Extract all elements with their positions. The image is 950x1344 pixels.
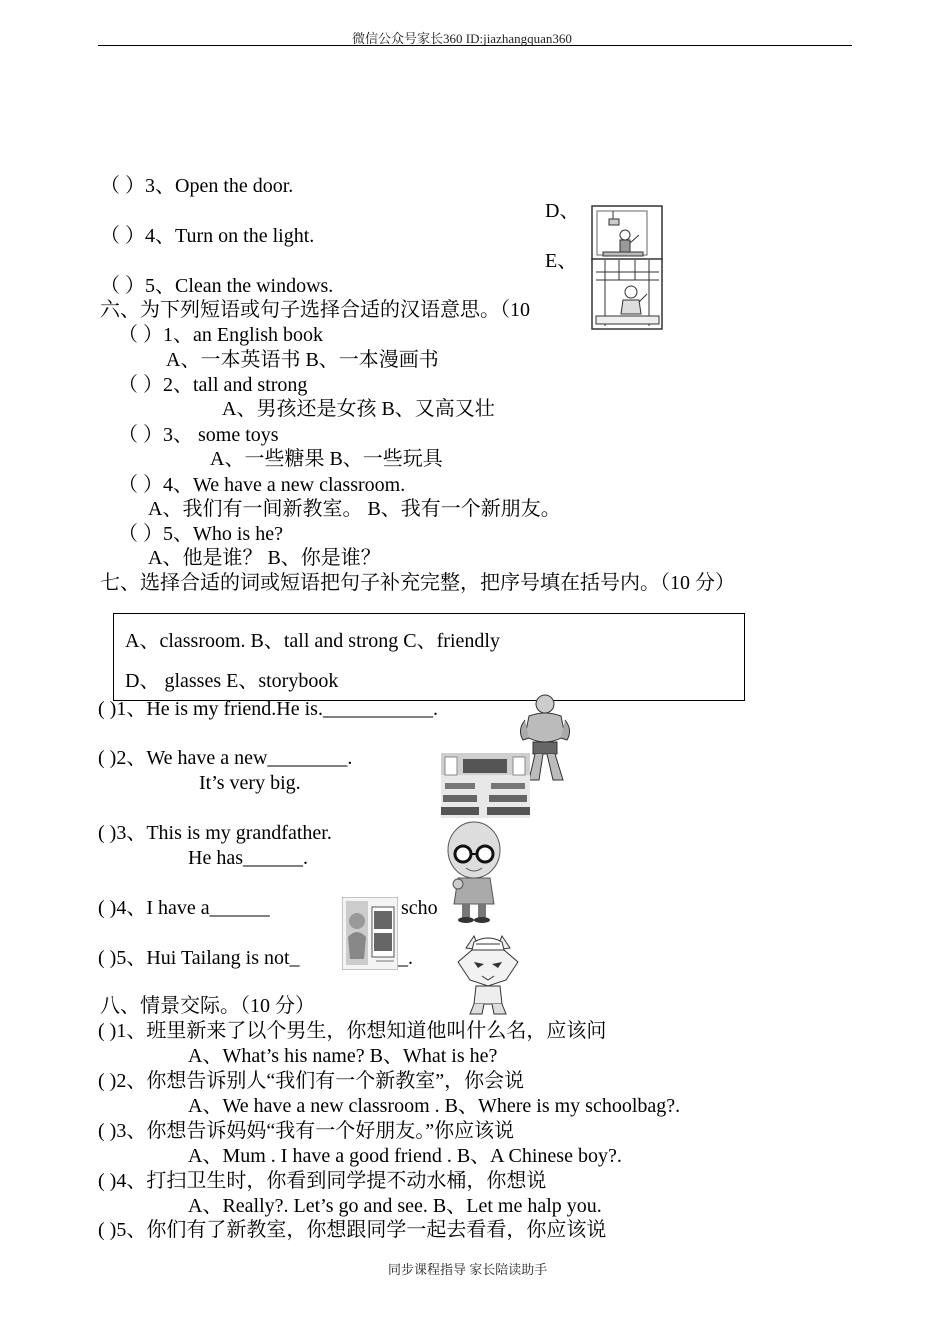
p5-q3: （ ）3、Open the door. (100, 175, 294, 197)
p7-q3: ( )3、This is my grandfather. (98, 822, 332, 844)
p8-q4-options: A、Really?. Let’s go and see. B、Let me halp you. (188, 1195, 602, 1217)
p7-q1: ( )1、He is my friend.He is.___________. (98, 698, 438, 720)
p8-q1: ( )1、班里新来了以个男生，你想知道他叫什么名，应该问 (98, 1020, 607, 1042)
p6-title: 六、为下列短语或句子选择合适的汉语意思。（10 (100, 299, 530, 321)
window-cleaning-picture (591, 258, 663, 330)
word-bank-line2: D、 glasses E、storybook (125, 670, 339, 692)
p6-q5: （ ）5、Who is he? (118, 523, 283, 545)
p8-q5: ( )5、你们有了新教室，你想跟同学一起去看看，你应该说 (98, 1219, 607, 1241)
p6-q2-options: A、男孩还是女孩 B、又高又壮 (222, 398, 495, 420)
p8-title: 八、情景交际。（10 分） (100, 995, 315, 1017)
p6-q1-options: A、一本英语书 B、一本漫画书 (166, 349, 439, 371)
p7-q3-line2: He has______. (188, 847, 308, 869)
light-switch-picture (591, 205, 663, 261)
p5-opt-d: D、 (545, 200, 580, 222)
page-footer: 同步课程指导 家长陪读助手 (388, 1262, 548, 1277)
page-header: 微信公众号家长360 ID:jiazhangquan360 (352, 31, 572, 46)
p8-q4: ( )4、打扫卫生时，你看到同学提不动水桶，你想说 (98, 1170, 547, 1192)
p7-q4: ( )4、I have a______ (98, 897, 270, 919)
header-rule (98, 45, 852, 46)
grandfather-picture (440, 820, 508, 925)
p6-q2: （ ）2、tall and strong (118, 374, 308, 396)
p8-q2-options: A、We have a new classroom . B、Where is my schoolbag?. (188, 1095, 681, 1117)
p7-q2: ( )2、We have a new________. (98, 747, 353, 769)
p7-title: 七、选择合适的词或短语把句子补充完整，把序号填在括号内。（10 分） (100, 572, 735, 594)
grey-wolf-picture (452, 934, 524, 1018)
p7-q4-tail: scho (401, 897, 438, 919)
p6-q4: （ ）4、We have a new classroom. (118, 474, 406, 496)
p5-opt-e: E、 (545, 250, 578, 272)
p8-q3: ( )3、你想告诉妈妈“我有一个好朋友。”你应该说 (98, 1120, 515, 1142)
p5-q4: （ ）4、Turn on the light. (100, 225, 315, 247)
p6-q5-options: A、他是谁？ B、你是谁？ (148, 547, 381, 569)
p8-q2: ( )2、你想告诉别人“我们有一个新教室”，你会说 (98, 1070, 525, 1092)
storybook-picture (342, 897, 398, 970)
p6-q1: （ ）1、an English book (118, 324, 323, 346)
p8-q1-options: A、What’s his name? B、What is he? (188, 1045, 498, 1067)
p5-q5: （ ）5、Clean the windows. (100, 275, 334, 297)
word-bank-line1: A、classroom. B、tall and strong C、friendly (125, 630, 500, 652)
p7-q5: ( )5、Hui Tailang is not_ (98, 947, 300, 969)
p6-q3-options: A、一些糖果 B、一些玩具 (210, 448, 443, 470)
p6-q3: （ ）3、 some toys (118, 424, 279, 446)
p8-q3-options: A、Mum . I have a good friend . B、A Chinese boy?. (188, 1145, 622, 1167)
p7-q5-tail: _. (398, 947, 413, 969)
p7-q2-line2: It’s very big. (199, 772, 301, 794)
p6-q4-options: A、我们有一间新教室。 B、我有一个新朋友。 (148, 498, 561, 520)
classroom-picture (441, 753, 530, 818)
